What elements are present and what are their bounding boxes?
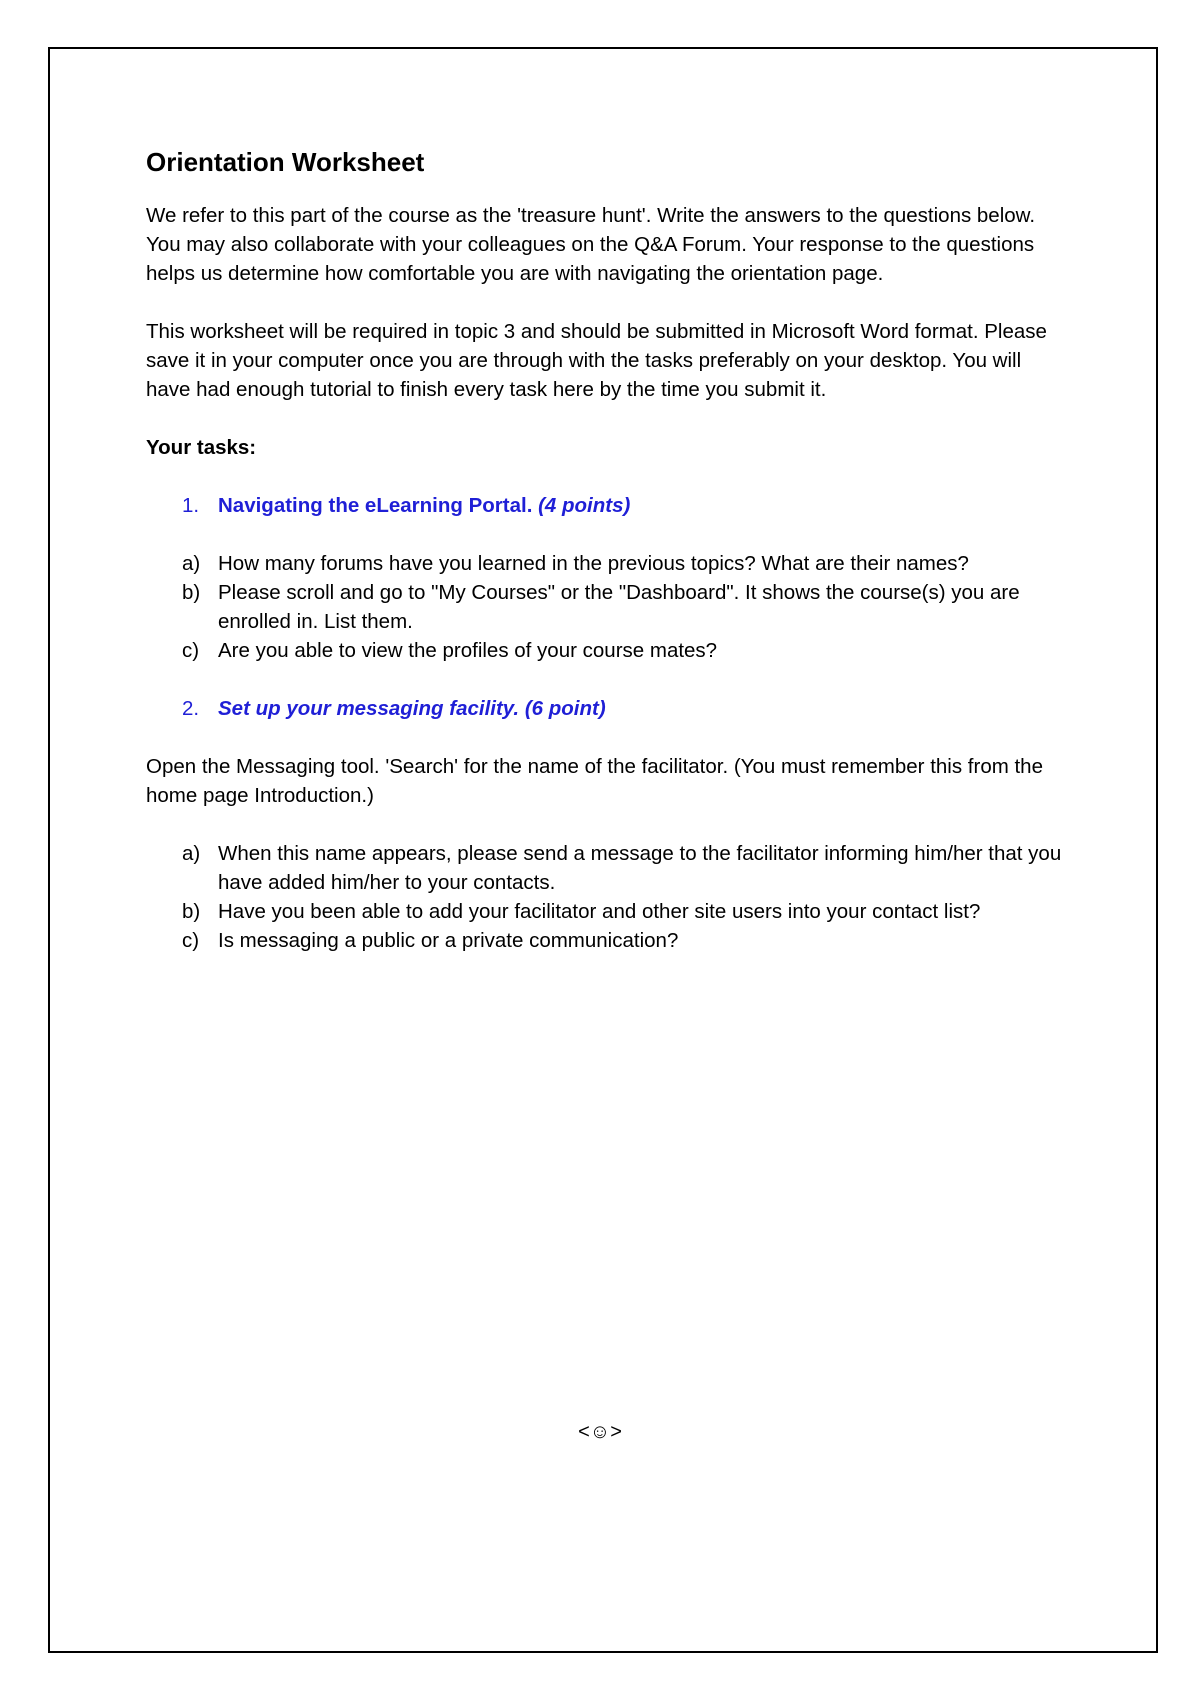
task-2-questions: [146, 839, 1066, 955]
list-item: [182, 897, 1066, 926]
task-1-title: Navigating the eLearning Portal.: [218, 494, 533, 517]
task-2-heading: [182, 694, 1066, 723]
list-item-text: Are you able to view the profiles of your course mates?: [218, 639, 718, 662]
requirement-paragraph: This worksheet will be required in topic 3 and should be submitted in Microsoft Word format. Please save it in your computer once you are through with the tasks preferably on your desktop. You will have had enough tutorial to finish every task here by the time you submit it.: [146, 320, 1047, 401]
list-item: [182, 636, 1066, 665]
list-marker: c): [182, 929, 200, 952]
list-item: [182, 578, 1066, 636]
footer-smiley: <☺>: [578, 1421, 622, 1443]
list-item: [182, 839, 1066, 897]
list-marker: a): [182, 842, 201, 865]
tasks-heading: Your tasks:: [146, 436, 257, 459]
intro-paragraph: We refer to this part of the course as the 'treasure hunt'. Write the answers to the questions below. You may also collaborate with your colleagues on the Q&A Forum. Your response to the questions helps us determine how comfortable you are with navigating the orientation page.: [146, 204, 1036, 285]
list-item-text: Is messaging a public or a private communication?: [218, 929, 679, 952]
list-item-text: How many forums have you learned in the previous topics? What are their names?: [218, 552, 969, 575]
task-1-title-wrap: [218, 491, 630, 520]
list-item-text: Please scroll and go to "My Courses" or the "Dashboard". It shows the course(s) you are enrolled in. List them.: [218, 581, 1020, 633]
document-title: Orientation Worksheet: [146, 147, 425, 177]
task-1-questions: [146, 549, 1066, 665]
list-marker: c): [182, 639, 200, 662]
list-marker: b): [182, 581, 201, 604]
task-2-instructions: Open the Messaging tool. 'Search' for the name of the facilitator. (You must remember this from the home page Introduction.): [146, 755, 1043, 807]
list-item-text: Have you been able to add your facilitator and other site users into your contact list?: [218, 900, 981, 923]
task-1-number: 1.: [182, 494, 200, 517]
list-item: [182, 926, 1066, 955]
worksheet-content: [146, 145, 1066, 984]
list-marker: a): [182, 552, 201, 575]
task-2-title: Set up your messaging facility. (6 point): [218, 697, 606, 720]
task-2-number: 2.: [182, 697, 200, 720]
list-item-text: When this name appears, please send a message to the facilitator informing him/her that you have added him/her to your contacts.: [218, 842, 1062, 894]
list-marker: b): [182, 900, 201, 923]
list-item: [182, 549, 1066, 578]
task-1-points: (4 points): [538, 494, 631, 517]
task-1-heading: [182, 491, 1066, 520]
